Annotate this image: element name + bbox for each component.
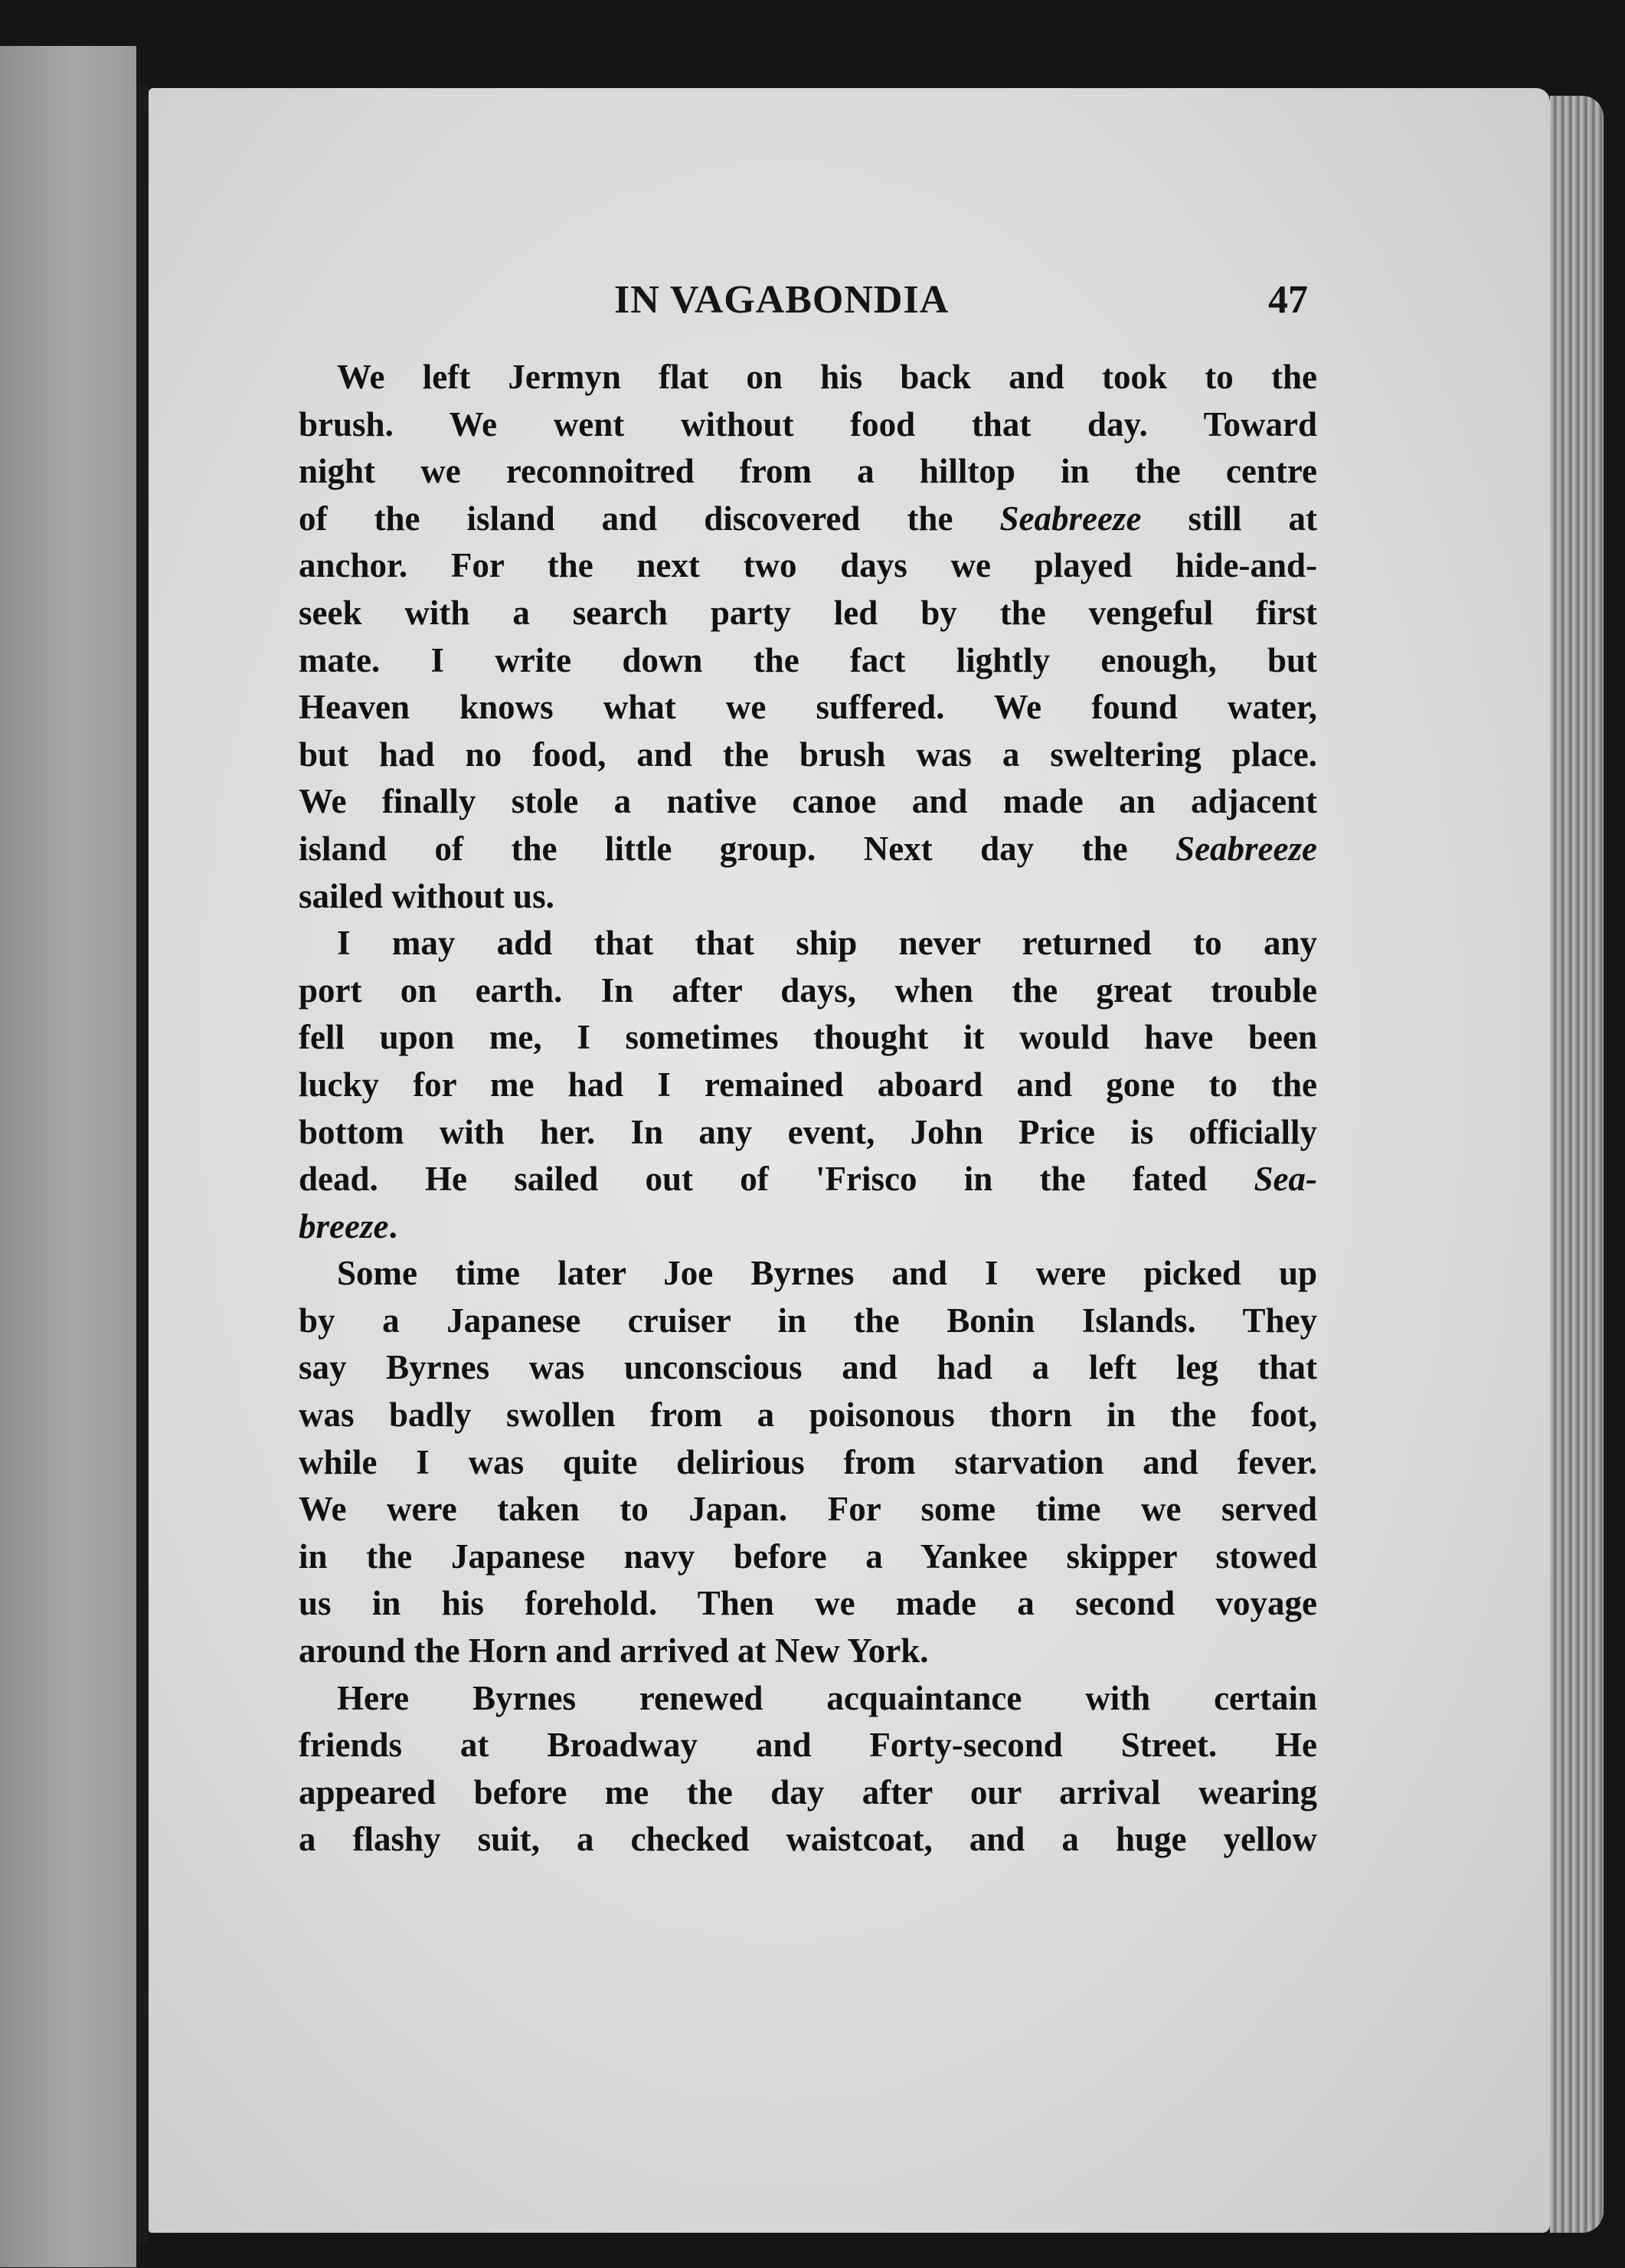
text-line: by a Japanese cruiser in the Bonin Islands. They <box>299 1301 1317 1340</box>
text-line: port on earth. In after days, when the great trouble <box>299 970 1317 1010</box>
page-edge-stack <box>1550 96 1604 2233</box>
book-gutter <box>136 84 149 2244</box>
paragraph <box>299 354 1317 920</box>
facing-page-edge <box>0 46 136 2267</box>
paragraph <box>299 1675 1317 1864</box>
text-line: night we reconnoitred from a hilltop in the centre <box>299 452 1317 491</box>
running-head: IN VAGABONDIA <box>614 278 950 322</box>
text-line: seek with a search party led by the vengeful first <box>299 593 1317 632</box>
text-line: brush. We went without food that day. Toward <box>299 404 1317 443</box>
italic-text: breeze <box>299 1206 389 1245</box>
text-line: say Byrnes was unconscious and had a left leg that <box>299 1348 1317 1387</box>
italic-text: Seabreeze <box>999 499 1142 538</box>
text-line: anchor. For the next two days we played hide-and- <box>299 546 1317 585</box>
paragraph <box>299 920 1317 1250</box>
text-line: friends at Broadway and Forty-second Street. He <box>299 1726 1317 1765</box>
text-line: sailed without us. <box>299 876 554 915</box>
paragraph <box>299 1250 1317 1674</box>
text-line: dead. He sailed out of 'Frisco in the fated Sea- <box>299 1160 1317 1199</box>
text-line: fell upon me, I sometimes thought it would have been <box>299 1018 1317 1057</box>
text-line: a flashy suit, a checked waistcoat, and a huge yellow <box>299 1820 1317 1859</box>
text-line: around the Horn and arrived at New York. <box>299 1631 929 1671</box>
text-line: breeze. <box>299 1206 397 1245</box>
text-line: I may add that that ship never returned to any <box>337 924 1317 963</box>
text-line: We finally stole a native canoe and made an adjacent <box>299 782 1317 821</box>
text-line: us in his forehold. Then we made a second voyage <box>299 1584 1317 1623</box>
text-line: was badly swollen from a poisonous thorn in the foot, <box>299 1396 1317 1435</box>
italic-text: Sea- <box>1254 1160 1317 1199</box>
text-line: lucky for me had I remained aboard and gone to the <box>299 1065 1317 1104</box>
text-line: We left Jermyn flat on his back and took to the <box>337 358 1317 396</box>
text-line: bottom with her. In any event, John Price is officially <box>299 1112 1317 1151</box>
text-line: while I was quite delirious from starvation and fever. <box>299 1442 1317 1481</box>
text-line: We were taken to Japan. For some time we served <box>299 1490 1317 1529</box>
text-line: Here Byrnes renewed acquaintance with certain <box>337 1678 1317 1717</box>
text-line: island of the little group. Next day the Seabreeze <box>299 829 1317 868</box>
italic-text: Seabreeze <box>1175 829 1317 868</box>
text-line: mate. I write down the fact lightly enough, but <box>299 640 1317 679</box>
body-text <box>299 354 1317 1864</box>
text-line: of the island and discovered the Seabreeze still at <box>299 499 1317 538</box>
page-header <box>299 277 1317 339</box>
text-line: in the Japanese navy before a Yankee skipper stowed <box>299 1537 1317 1576</box>
text-line: but had no food, and the brush was a sweltering place. <box>299 735 1317 774</box>
text-line: Heaven knows what we suffered. We found water, <box>299 688 1317 727</box>
page-number: 47 <box>1268 278 1308 322</box>
text-line: Some time later Joe Byrnes and I were picked up <box>337 1254 1317 1293</box>
text-line: appeared before me the day after our arrival wearing <box>299 1772 1317 1811</box>
